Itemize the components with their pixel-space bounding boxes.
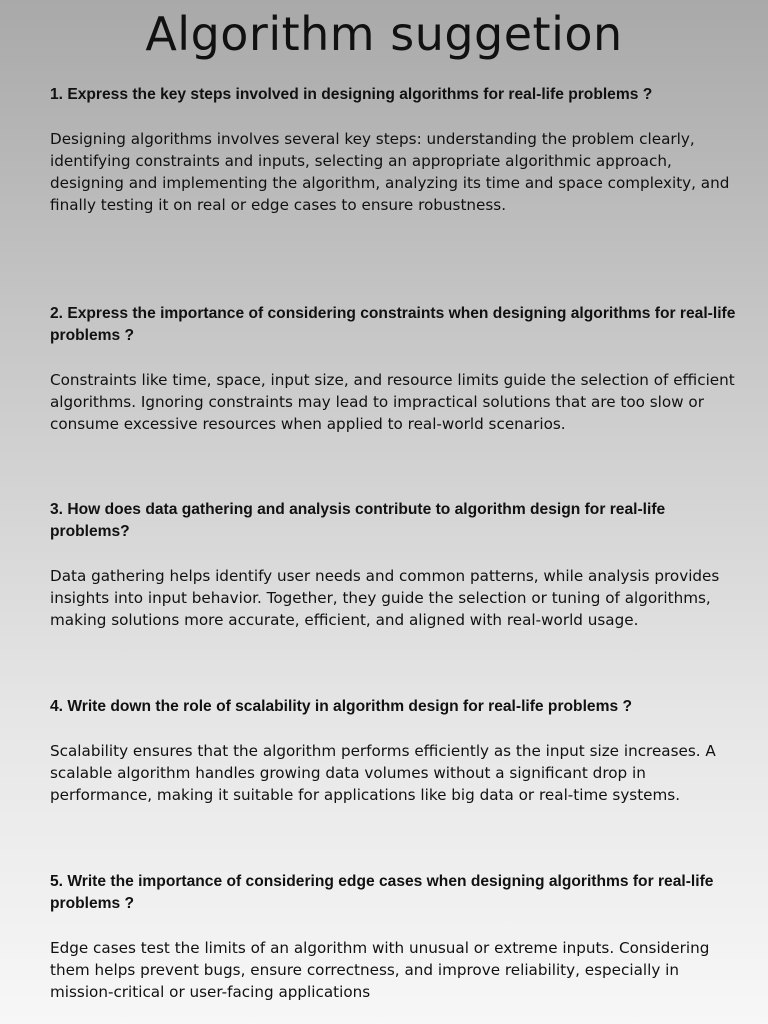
qa-item-1: [50, 84, 746, 216]
answer-3: Data gathering helps identify user needs and common patterns, while analysis provides insights into input behavior. Together, they guide the selection or tuning of algorithms, making solutions more accurate, efficient, and aligned with real-world usage.: [50, 567, 720, 629]
answer-5: Edge cases test the limits of an algorithm with unusual or extreme inputs. Considering them helps prevent bugs, ensure correctness, and improve reliability, especially in mission-critical or user-facing applications: [50, 939, 710, 1001]
question-3: 3. How does data gathering and analysis contribute to algorithm design for real-life problems?: [50, 501, 666, 540]
qa-item-4: [50, 696, 746, 806]
question-4: 4. Write down the role of scalability in algorithm design for real-life problems ?: [50, 698, 632, 715]
question-1: 1. Express the key steps involved in designing algorithms for real-life problems ?: [50, 86, 653, 103]
answer-2: Constraints like time, space, input size, and resource limits guide the selection of efficient algorithms. Ignoring constraints may lead to impractical solutions that are too slow or consume excessive resources when applied to real-world scenarios.: [50, 371, 735, 433]
qa-item-2: [50, 303, 746, 435]
question-5: 5. Write the importance of considering edge cases when designing algorithms for real-life problems ?: [50, 873, 714, 912]
answer-1: Designing algorithms involves several key steps: understanding the problem clearly, identifying constraints and inputs, selecting an appropriate algorithmic approach, designing and implementing the algorithm, analyzing its time and space complexity, and finally testing it on real or edge cases to ensure robustness.: [50, 130, 730, 214]
answer-4: Scalability ensures that the algorithm performs efficiently as the input size increases. A scalable algorithm handles growing data volumes without a significant drop in performance, making it suitable for applications like big data or real-time systems.: [50, 742, 716, 804]
question-2: 2. Express the importance of considering constraints when designing algorithms for real-life problems ?: [50, 305, 736, 344]
page-title: Algorithm suggetion: [145, 7, 623, 61]
qa-item-3: [50, 499, 746, 631]
qa-item-5: [50, 871, 746, 1003]
